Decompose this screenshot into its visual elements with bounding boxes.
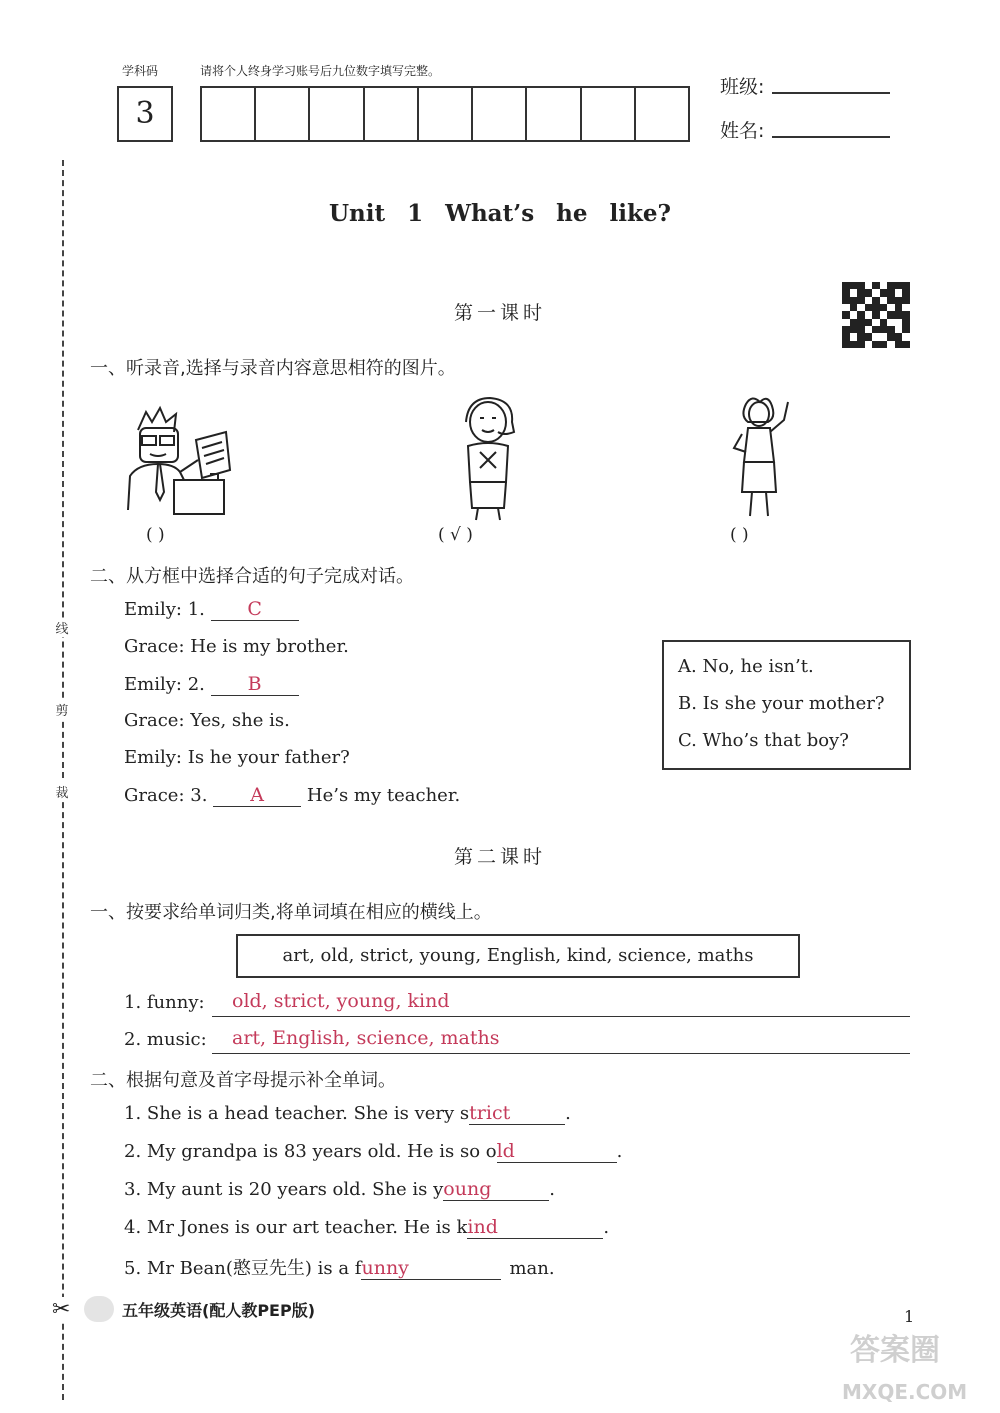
blank-number: 2.: [187, 674, 205, 695]
answer-blank[interactable]: oung: [443, 1178, 549, 1201]
category-music-answer: art, English, science, maths: [232, 1027, 500, 1049]
sentence-text: 5. Mr Bean(憨豆先生) is a f: [124, 1258, 362, 1279]
sentence-end: .: [616, 1141, 623, 1162]
sentence-text: 2. My grandpa is 83 years old. He is so o: [124, 1141, 497, 1162]
speaker: Emily:: [124, 747, 182, 768]
category-funny-answer: old, strict, young, kind: [232, 990, 450, 1012]
digit-box[interactable]: [310, 88, 364, 140]
name-field[interactable]: [772, 116, 890, 138]
woman-pointing-picture: [722, 392, 852, 522]
cut-line: [62, 160, 64, 1400]
name-label: 姓名:: [720, 120, 765, 142]
lesson2-section1-title: 一、按要求给单词归类,将单词填在相应的横线上。: [90, 902, 492, 923]
cut-mark-trim: 裁: [54, 782, 70, 801]
options-box: [662, 640, 911, 770]
option-a: A. No, he isn’t.: [678, 656, 814, 677]
dialogue-line-5: [124, 747, 350, 768]
digit-box[interactable]: [636, 88, 688, 140]
digit-box[interactable]: [473, 88, 527, 140]
picture3-answer[interactable]: ( ): [730, 525, 749, 545]
answer-blank[interactable]: B: [211, 673, 299, 696]
watermark-url: MXQE.COM: [842, 1380, 968, 1404]
class-field[interactable]: [772, 72, 890, 94]
category-funny-line[interactable]: [212, 990, 910, 1017]
fill-item-4: [124, 1216, 609, 1239]
dialogue-line-2: [124, 636, 349, 657]
dialogue-line-4: [124, 710, 290, 731]
dialogue-text: Yes, she is.: [190, 710, 290, 731]
answer-blank[interactable]: unny: [361, 1257, 501, 1280]
lesson2-section2-title: 二、根据句意及首字母提示补全单词。: [90, 1070, 396, 1091]
digit-box[interactable]: [419, 88, 473, 140]
option-b: B. Is she your mother?: [678, 693, 885, 714]
digit-box[interactable]: [365, 88, 419, 140]
category-funny-label: 1. funny:: [124, 992, 205, 1013]
watermark-logo: 答案圈: [850, 1333, 940, 1368]
man-reading-paper-picture: [118, 400, 248, 530]
dialogue-text: He’s my teacher.: [306, 785, 461, 806]
lesson1-section2-title: 二、从方框中选择合适的句子完成对话。: [90, 566, 414, 587]
dialogue-line-3: [124, 673, 299, 696]
answer-blank[interactable]: trict: [469, 1102, 565, 1125]
sentence-end: man.: [509, 1258, 555, 1279]
dialogue-line-6: [124, 784, 460, 807]
class-label: 班级:: [720, 76, 765, 98]
picture1-answer[interactable]: ( ): [146, 525, 165, 545]
digit-box[interactable]: [527, 88, 581, 140]
lesson1-heading: 第一课时: [453, 302, 546, 324]
account-instruction: 请将个人终身学习账号后九位数字填写完整。: [200, 64, 441, 78]
lesson2-heading: 第二课时: [453, 846, 546, 868]
answer-blank[interactable]: ld: [497, 1140, 617, 1163]
footer-decoration: [84, 1296, 114, 1322]
answer-blank[interactable]: ind: [467, 1216, 603, 1239]
fill-item-2: [124, 1140, 622, 1163]
cut-mark-cut: 剪: [54, 700, 70, 719]
dialogue-text: He is my brother.: [190, 636, 349, 657]
speaker: Emily:: [124, 674, 182, 695]
digit-box[interactable]: [256, 88, 310, 140]
sentence-end: .: [603, 1217, 610, 1238]
fill-item-1: [124, 1102, 571, 1125]
category-music-line[interactable]: [212, 1027, 910, 1054]
word-bank: art, old, strict, young, English, kind, science, maths: [236, 934, 800, 978]
subject-code-label: 学科码: [122, 64, 159, 78]
speaker: Grace:: [124, 710, 185, 731]
fill-item-5: [124, 1254, 555, 1280]
digit-box[interactable]: [582, 88, 636, 140]
woman-teacher-picture: [424, 392, 554, 522]
speaker: Grace:: [124, 785, 185, 806]
book-title: 五年级英语(配人教PEP版): [122, 1301, 316, 1320]
sentence-text: 4. Mr Jones is our art teacher. He is k: [124, 1217, 468, 1238]
scissors-icon: ✂: [52, 1297, 71, 1322]
unit-title: Unit 1 What’s he like?: [328, 200, 672, 227]
picture2-answer[interactable]: ( √ ): [438, 525, 473, 545]
speaker: Emily:: [124, 599, 182, 620]
sentence-end: .: [549, 1179, 556, 1200]
blank-number: 3.: [190, 785, 208, 806]
account-digit-boxes[interactable]: [200, 86, 690, 142]
dialogue-text: Is he your father?: [187, 747, 350, 768]
option-c: C. Who’s that boy?: [678, 730, 849, 751]
dialogue-line-1: [124, 598, 299, 621]
speaker: Grace:: [124, 636, 185, 657]
fill-item-3: [124, 1178, 555, 1201]
subject-code-box: 3: [117, 86, 173, 142]
page-number: 1: [904, 1307, 915, 1326]
qr-code-icon: [842, 282, 910, 348]
answer-blank[interactable]: C: [211, 598, 299, 621]
category-music-label: 2. music:: [124, 1029, 207, 1050]
answer-blank[interactable]: A: [213, 784, 301, 807]
sentence-end: .: [565, 1103, 571, 1124]
cut-mark-line: 线: [54, 618, 70, 637]
digit-box[interactable]: [202, 88, 256, 140]
blank-number: 1.: [187, 599, 205, 620]
sentence-text: 3. My aunt is 20 years old. She is y: [124, 1179, 444, 1200]
lesson1-section1-title: 一、听录音,选择与录音内容意思相符的图片。: [90, 358, 456, 379]
sentence-text: 1. She is a head teacher. She is very s: [124, 1103, 470, 1124]
